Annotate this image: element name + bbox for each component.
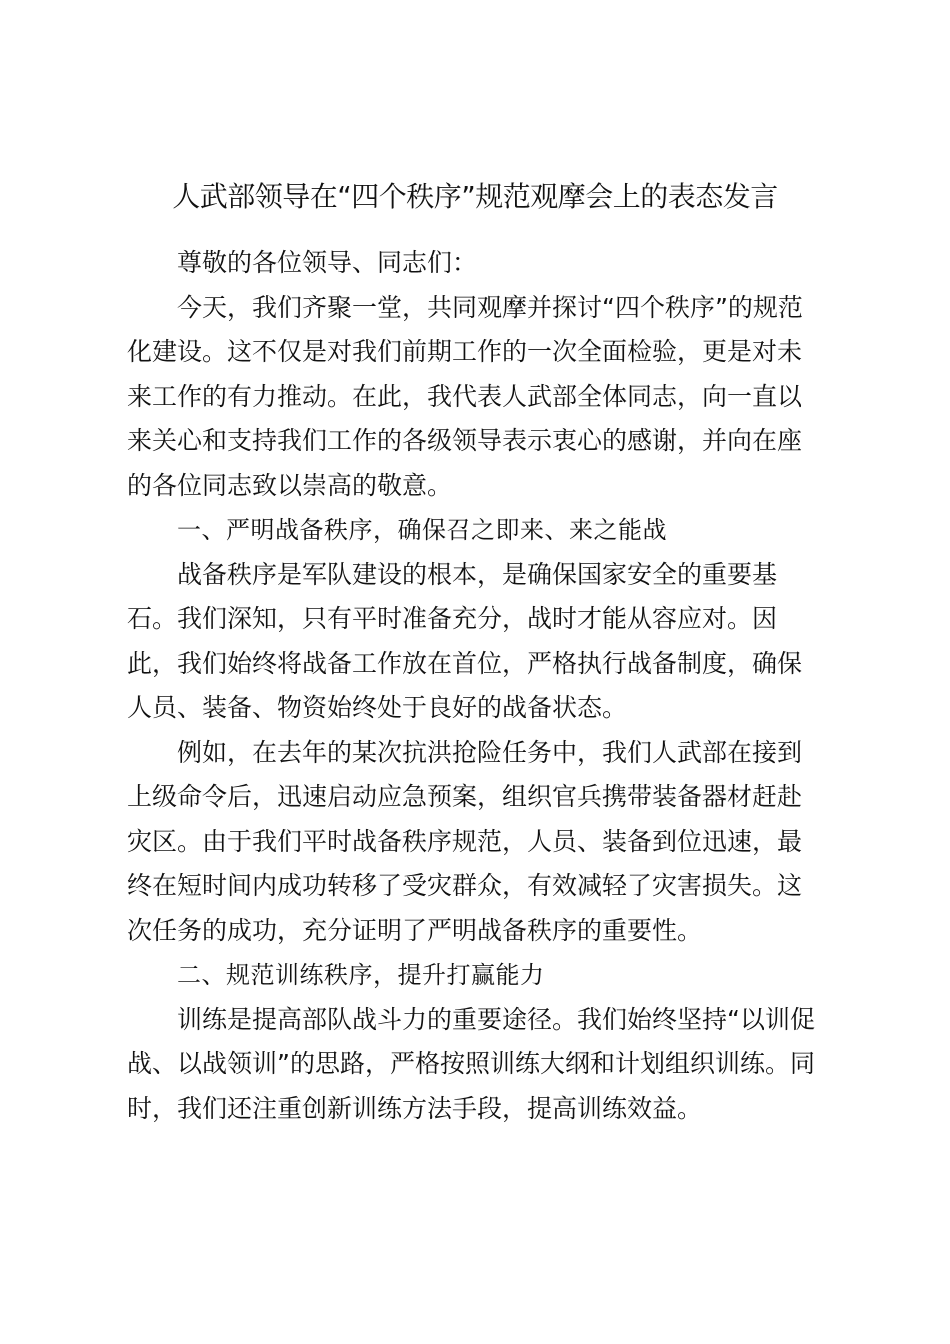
paragraph-line: 来关心和支持我们工作的各级领导表示衷心的感谢，并向在座 <box>127 426 803 455</box>
paragraph-line: 次任务的成功，充分证明了严明战备秩序的重要性。 <box>127 915 703 945</box>
paragraph-line: 此，我们始终将战备工作放在首位，严格执行战备制度，确保 <box>127 648 803 678</box>
document-title: 人武部领导在“四个秩序”规范观摩会上的表态发言 <box>172 180 778 213</box>
paragraph-line: 终在短时间内成功转移了受灾群众，有效减轻了灾害损失。这 <box>127 871 803 900</box>
paragraph-line: 人员、装备、物资始终处于良好的战备状态。 <box>127 693 628 722</box>
paragraph-line: 化建设。这不仅是对我们前期工作的一次全面检验，更是对未 <box>127 337 803 366</box>
paragraph-line: 例如，在去年的某次抗洪抢险任务中，我们人武部在接到 <box>177 737 803 767</box>
paragraph-line: 石。我们深知，只有平时准备充分，战时才能从容应对。因 <box>127 604 778 633</box>
paragraph-line: 时，我们还注重创新训练方法手段，提高训练效益。 <box>127 1093 703 1123</box>
paragraph-line: 战备秩序是军队建设的根本，是确保国家安全的重要基 <box>177 559 778 589</box>
section-heading-line: 一、严明战备秩序，确保召之即来、来之能战 <box>177 516 667 544</box>
paragraph-line: 战、以战领训”的思路，严格按照训练大纲和计划组织训练。同 <box>127 1049 815 1078</box>
paragraph-line: 灾区。由于我们平时战备秩序规范，人员、装备到位迅速，最 <box>127 826 803 856</box>
document-body <box>127 241 827 1131</box>
paragraph-line: 训练是提高部队战斗力的重要途径。我们始终坚持“以训促 <box>177 1004 815 1034</box>
section-heading-line: 二、规范训练秩序，提升打赢能力 <box>177 961 545 989</box>
paragraph-line: 上级命令后，迅速启动应急预案，组织官兵携带装备器材赶赴 <box>127 782 803 811</box>
paragraph-line: 的各位同志致以崇高的敬意。 <box>127 470 453 500</box>
paragraph-line: 今天，我们齐聚一堂，共同观摩并探讨“四个秩序”的规范 <box>177 292 803 322</box>
paragraph-line: 来工作的有力推动。在此，我代表人武部全体同志，向一直以 <box>127 381 803 411</box>
paragraph-line: 尊敬的各位领导、同志们： <box>177 248 478 277</box>
